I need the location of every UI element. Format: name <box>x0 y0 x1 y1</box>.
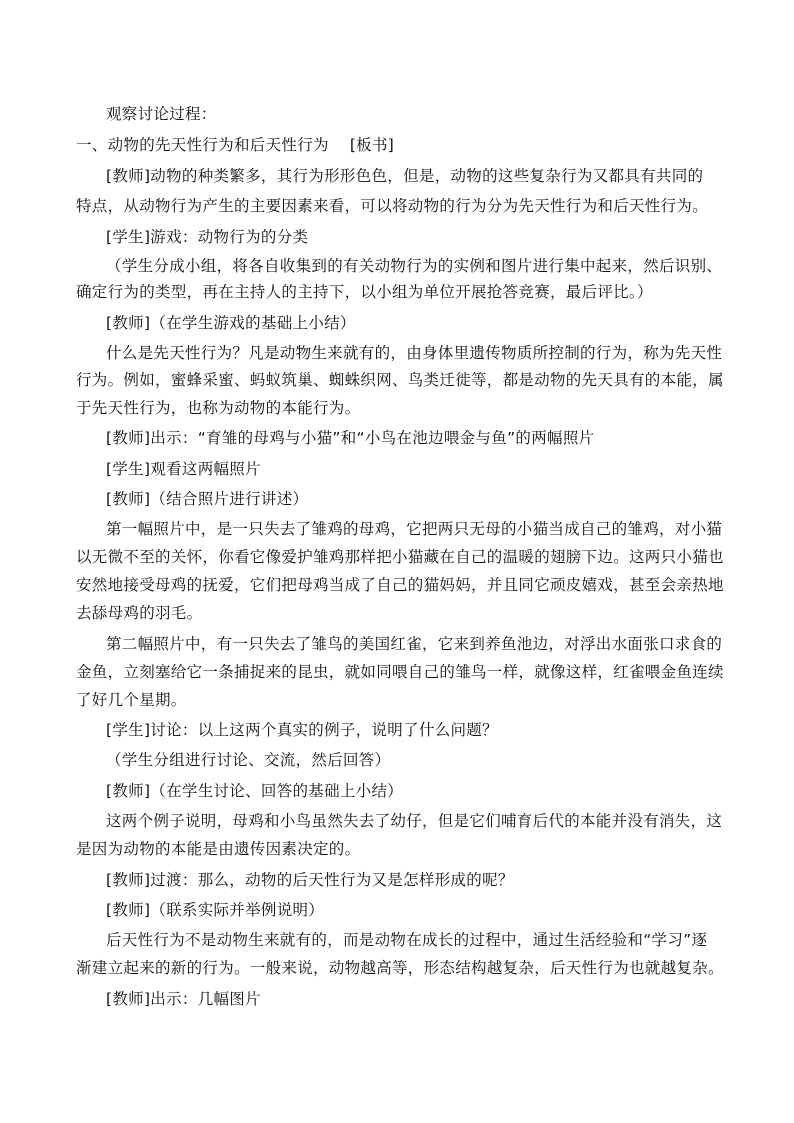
paragraph-line: [教师]（结合照片进行讲述） <box>106 490 309 508</box>
paragraph-line: （学生分组进行讨论、交流，然后回答） <box>106 751 391 769</box>
paragraph-line: [学生]观看这两幅照片 <box>106 460 261 478</box>
paragraph-line: 安然地接受母鸡的抚爱，它们把母鸡当成了自己的猫妈妈，并且同它顽皮嬉戏，甚至会亲热地 <box>76 576 724 594</box>
paragraph-line: 特点，从动物行为产生的主要因素来看，可以将动物的行为分为先天性行为和后天性行为。 <box>76 197 709 215</box>
paragraph-line: [教师]出示：“育雏的母鸡与小猫”和“小鸟在池边喂金与鱼”的两幅照片 <box>106 429 595 447</box>
paragraph-line: [教师]动物的种类繁多，其行为形形色色，但是，动物的这些复杂行为又都具有共同的 <box>106 167 704 185</box>
section-intro: 观察讨论过程： <box>106 105 217 123</box>
paragraph-line: 了好几个星期。 <box>76 691 187 709</box>
paragraph-line: （学生分成小组，将各自收集到的有关动物行为的实例和图片进行集中起来，然后识别、 <box>106 257 723 275</box>
paragraph-line: [教师]（联系实际并举例说明） <box>106 901 325 919</box>
paragraph-line: 去舔母鸡的羽毛。 <box>76 604 203 622</box>
paragraph-line: [教师]（在学生讨论、回答的基础上小结） <box>106 782 404 800</box>
paragraph-line: [教师]出示：几幅图片 <box>106 990 261 1008</box>
paragraph-line: [教师]（在学生游戏的基础上小结） <box>106 314 356 332</box>
paragraph-line: 是因为动物的本能是由遗传因素决定的。 <box>76 840 361 858</box>
paragraph-line: 什么是先天性行为？凡是动物生来就有的，由身体里遗传物质所控制的行为，称为先天性 <box>106 344 723 362</box>
paragraph-line: [学生]讨论：以上这两个真实的例子，说明了什么问题？ <box>106 721 498 739</box>
paragraph-line: [教师]过渡：那么，动物的后天性行为又是怎样形成的呢？ <box>106 871 514 889</box>
paragraph-line: 第二幅照片中，有一只失去了雏鸟的美国红雀，它来到养鱼池边，对浮出水面张口求食的 <box>106 635 723 653</box>
paragraph-line: 行为。例如，蜜蜂采蜜、蚂蚁筑巢、蜘蛛织网、鸟类迁徙等，都是动物的先天具有的本能，属 <box>76 371 724 389</box>
paragraph-line: 这两个例子说明，母鸡和小鸟虽然失去了幼仔，但是它们哺育后代的本能并没有消失，这 <box>106 812 723 830</box>
paragraph-line: 渐建立起来的新的行为。一般来说，动物越高等，形态结构越复杂，后天性行为也就越复杂。 <box>76 959 724 977</box>
section-heading: 一、动物的先天性行为和后天性行为 [板书] <box>76 136 395 154</box>
paragraph-line: 于先天性行为，也称为动物的本能行为。 <box>76 399 361 417</box>
paragraph-line: 确定行为的类型，再在主持人的主持下，以小组为单位开展抢答竞赛，最后评比。） <box>76 283 653 301</box>
paragraph-line: 第一幅照片中，是一只失去了雏鸡的母鸡，它把两只无母的小猫当成自己的雏鸡，对小猫 <box>106 520 723 538</box>
paragraph-line: [学生]游戏：动物行为的分类 <box>106 228 309 246</box>
paragraph-line: 后天性行为不是动物生来就有的，而是动物在成长的过程中，通过生活经验和“学习”逐 <box>106 931 708 949</box>
paragraph-line: 以无微不至的关怀，你看它像爱护雏鸡那样把小猫藏在自己的温暖的翅膀下边。这两只小猫也 <box>76 548 724 566</box>
paragraph-line: 金鱼，立刻塞给它一条捕捉来的昆虫，就如同喂自己的雏鸟一样，就像这样，红雀喂金鱼连续 <box>76 663 724 681</box>
